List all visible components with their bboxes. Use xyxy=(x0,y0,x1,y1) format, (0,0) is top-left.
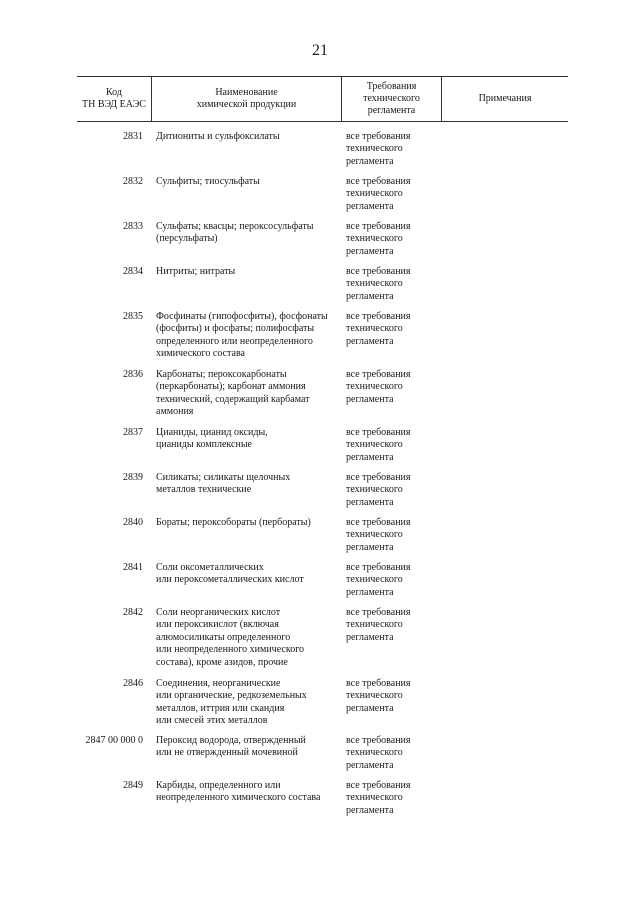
row-requirements: все требования технического регламента xyxy=(346,311,411,347)
table-row xyxy=(0,562,640,607)
table-row xyxy=(0,780,640,825)
table-row xyxy=(0,131,640,176)
row-code: 2837 xyxy=(123,427,143,438)
row-requirements: все требования технического регламента xyxy=(346,735,411,771)
row-requirements: все требования технического регламента xyxy=(346,607,411,643)
row-name: Соли неорганических кислот или пероксикислот (включая алюмосиликаты определенного или неопределенного химического состава), кроме азидов, прочие xyxy=(156,607,305,668)
row-code: 2831 xyxy=(123,131,143,142)
header-notes: Примечания xyxy=(478,93,532,104)
row-code: 2836 xyxy=(123,369,143,380)
table-row xyxy=(0,266,640,311)
table-row xyxy=(0,221,640,266)
row-requirements: все требования технического регламента xyxy=(346,562,411,598)
table-row xyxy=(0,607,640,678)
row-code: 2832 xyxy=(123,176,143,187)
row-code: 2846 xyxy=(123,678,143,689)
row-requirements: все требования технического регламента xyxy=(346,427,411,463)
header-code: Код ТН ВЭД ЕАЭС xyxy=(77,77,152,121)
row-code: 2835 xyxy=(123,311,143,322)
row-code: 2847 00 000 0 xyxy=(85,735,143,746)
row-code: 2840 xyxy=(123,517,143,528)
header-requirements: Требования технического регламента xyxy=(342,77,442,121)
table-row xyxy=(0,517,640,562)
row-name: Фосфинаты (гипофосфиты), фосфонаты (фосфиты) и фосфаты; полифосфаты определенного или неопределенного химического состава xyxy=(156,311,328,360)
row-requirements: все требования технического регламента xyxy=(346,369,411,405)
row-code: 2839 xyxy=(123,472,143,483)
row-code: 2841 xyxy=(123,562,143,573)
table-row xyxy=(0,735,640,780)
row-name: Сульфиты; тиосульфаты xyxy=(156,176,260,187)
table-row xyxy=(0,472,640,517)
row-code: 2842 xyxy=(123,607,143,618)
table-row xyxy=(0,311,640,369)
row-code: 2849 xyxy=(123,780,143,791)
header-name: Наименование химической продукции xyxy=(152,77,342,121)
row-code: 2834 xyxy=(123,266,143,277)
table-row xyxy=(0,176,640,221)
row-requirements: все требования технического регламента xyxy=(346,472,411,508)
page-number: 21 xyxy=(312,42,328,59)
table-header xyxy=(77,76,568,122)
row-name: Нитриты; нитраты xyxy=(156,266,236,277)
table-row xyxy=(0,369,640,427)
row-requirements: все требования технического регламента xyxy=(346,176,411,212)
row-name: Силикаты; силикаты щелочных металлов технические xyxy=(156,472,291,496)
row-requirements: все требования технического регламента xyxy=(346,131,411,167)
row-requirements: все требования технического регламента xyxy=(346,678,411,714)
row-name: Карбонаты; пероксокарбонаты (перкарбонаты); карбонат аммония технический, содержащий карбамат аммония xyxy=(156,369,310,418)
table-row xyxy=(0,427,640,472)
row-name: Соли оксометаллических или пероксометаллических кислот xyxy=(156,562,304,586)
row-name: Цианиды, цианид оксиды, цианиды комплексные xyxy=(156,427,268,451)
row-requirements: все требования технического регламента xyxy=(346,266,411,302)
row-requirements: все требования технического регламента xyxy=(346,517,411,553)
row-name: Соединения, неорганические или органические, редкоземельных металлов, иттрия или скандия или смесей этих металлов xyxy=(156,678,307,727)
row-name: Дитиониты и сульфоксилаты xyxy=(156,131,280,142)
row-requirements: все требования технического регламента xyxy=(346,780,411,816)
table-body xyxy=(0,131,640,825)
row-requirements: все требования технического регламента xyxy=(346,221,411,257)
row-name: Карбиды, определенного или неопределенного химического состава xyxy=(156,780,321,804)
row-name: Бораты; пероксобораты (пербораты) xyxy=(156,517,311,528)
row-code: 2833 xyxy=(123,221,143,232)
table-row xyxy=(0,678,640,735)
row-name: Сульфаты; квасцы; пероксосульфаты (персульфаты) xyxy=(156,221,314,245)
row-name: Пероксид водорода, отвержденный или не отвержденный мочевиной xyxy=(156,735,306,759)
